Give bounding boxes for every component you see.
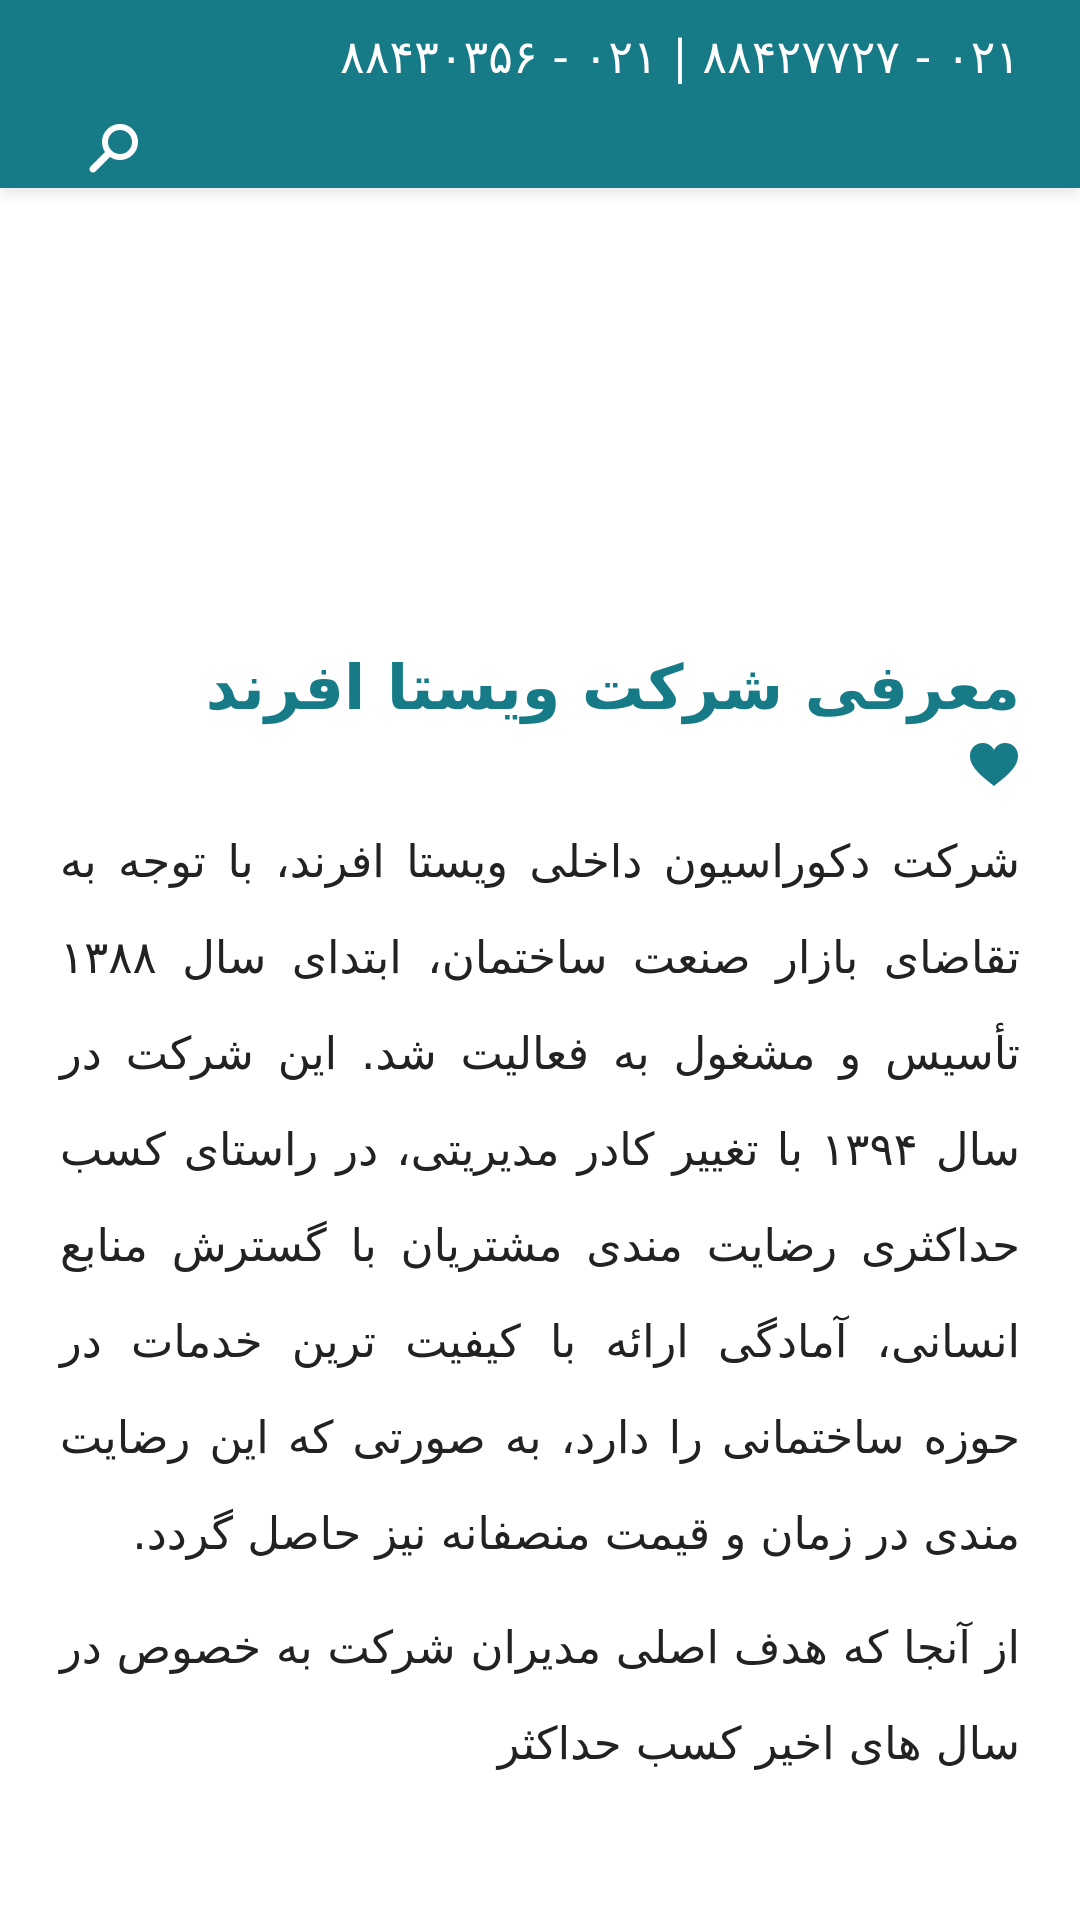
heart-icon [968, 742, 1020, 788]
page-title: معرفی شرکت ویستا افرند [205, 651, 1020, 724]
contact-phone-numbers[interactable]: ۰۲۱ - ۸۸۴۲۷۷۲۷ | ۰۲۱ - ۸۸۴۳۰۳۵۶ [340, 30, 1020, 84]
intro-paragraph: شرکت دکوراسیون داخلی ویستا افرند، با توجه به تقاضای بازار صنعت ساختمان، ابتدای سال ۱۳۸۸ تأسیس و مشغول به فعالیت شد. این شرکت در سال ۱۳۹۴ با تغییر کادر مدیریتی، در راستای کسب حداکثری رضایت مندی مشتریان با گسترش منابع انسانی، آمادگی ارائه با کیفیت ترین خدمات در حوزه ساختمانی را دارد، به صورتی که این رضایت مندی در زمان و قیمت منصفانه نیز حاصل گردد. [60, 835, 1020, 1560]
search-icon [84, 118, 146, 180]
top-header-bar [0, 0, 1080, 188]
second-paragraph: از آنجا که هدف اصلی مدیران شرکت به خصوص در سال های اخیر کسب حداکثر [60, 1621, 1020, 1770]
search-button[interactable] [84, 118, 146, 180]
main-content [60, 638, 1020, 1792]
